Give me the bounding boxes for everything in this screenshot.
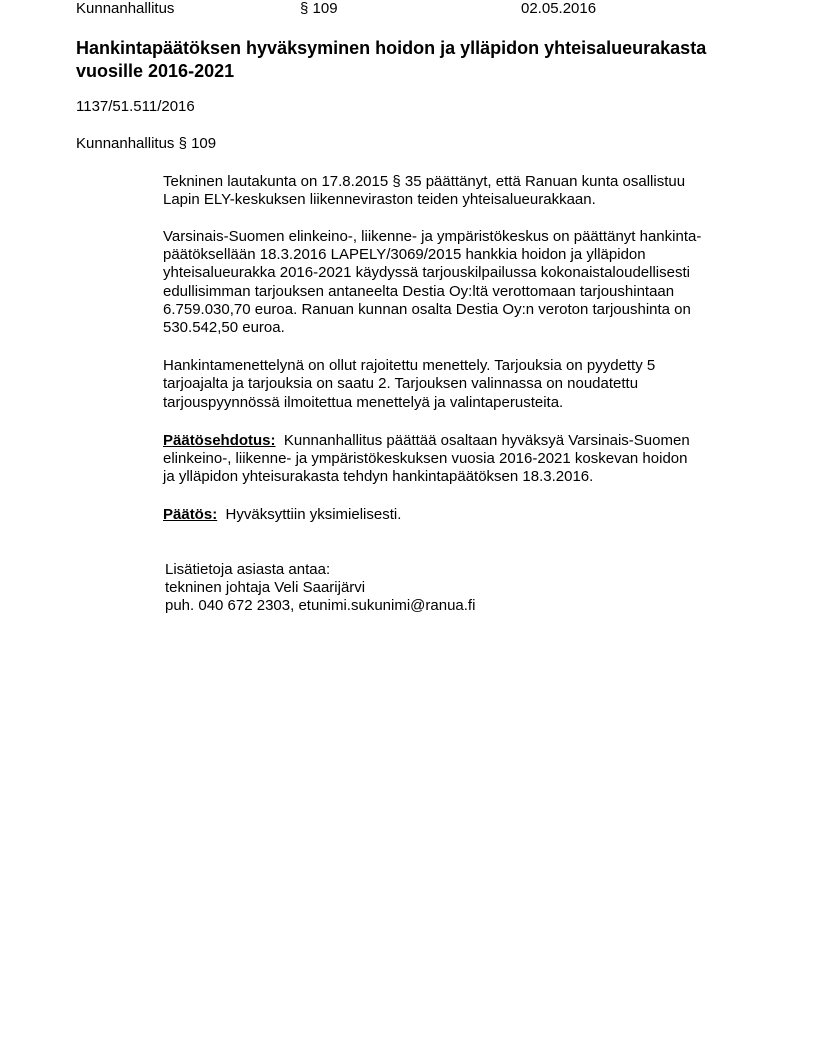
text-line: yhteisalueurakka 2016-2021 käydyssä tarjouskilpailussa kokonaistaloudellisesti (163, 264, 690, 281)
text-line: edullisimman tarjouksen antaneelta Destia Oy:ltä verottomaan tarjoushintaan (163, 283, 675, 300)
contact-line: puh. 040 672 2303, etunimi.sukunimi@ranua.fi (165, 597, 476, 614)
proposal-first-line (163, 432, 690, 450)
header-section: § 109 (300, 0, 338, 17)
contact-line: Lisätietoja asiasta antaa: (165, 561, 331, 578)
header-date: 02.05.2016 (521, 0, 597, 17)
title-line: Hankintapäätöksen hyväksyminen hoidon ja ylläpidon yhteisalueurakasta (76, 38, 707, 58)
text-line: Kunnanhallitus päättää osaltaan hyväksyä Varsinais-Suomen (283, 432, 690, 449)
text-line: tarjoajalta ja tarjouksia on saatu 2. Tarjouksen valinnassa on noudatettu (163, 375, 639, 392)
text-line: elinkeino-, liikenne- ja ympäristökeskuksen vuosia 2016-2021 koskevan hoidon (163, 450, 688, 467)
title-line: vuosille 2016-2021 (76, 61, 235, 81)
header-body: Kunnanhallitus (76, 0, 175, 17)
record-number: 1137/51.511/2016 (76, 98, 195, 115)
text-line: Varsinais-Suomen elinkeino-, liikenne- ja ympäristökeskus on päättänyt hankinta- (163, 228, 702, 245)
proposal-label: Päätösehdotus: (163, 432, 276, 449)
decision-label: Päätös: (163, 506, 218, 523)
text-line: Tekninen lautakunta on 17.8.2015 § 35 päättänyt, että Ranuan kunta osallistuu (163, 173, 686, 190)
decision-text: Hyväksyttiin yksimielisesti. (225, 506, 402, 523)
text-line: 530.542,50 euroa. (163, 319, 285, 336)
text-line: Lapin ELY-keskuksen liikenneviraston teiden yhteisalueurakkaan. (163, 191, 596, 208)
section-ref: Kunnanhallitus § 109 (76, 135, 217, 152)
text-line: 6.759.030,70 euroa. Ranuan kunnan osalta Destia Oy:n veroton tarjoushinta on (163, 301, 691, 318)
text-line: päätöksellään 18.3.2016 LAPELY/3069/2015 hankkia hoidon ja ylläpidon (163, 246, 646, 263)
decision-line (163, 506, 401, 524)
text-line: tarjouspyynnössä ilmoitettua menettelyä ja valintaperusteita. (163, 394, 564, 411)
contact-line: tekninen johtaja Veli Saarijärvi (165, 579, 366, 596)
text-line: Hankintamenettelynä on ollut rajoitettu menettely. Tarjouksia on pyydetty 5 (163, 357, 656, 374)
text-line: ja ylläpidon yhteisurakasta tehdyn hankintapäätöksen 18.3.2016. (163, 468, 594, 485)
